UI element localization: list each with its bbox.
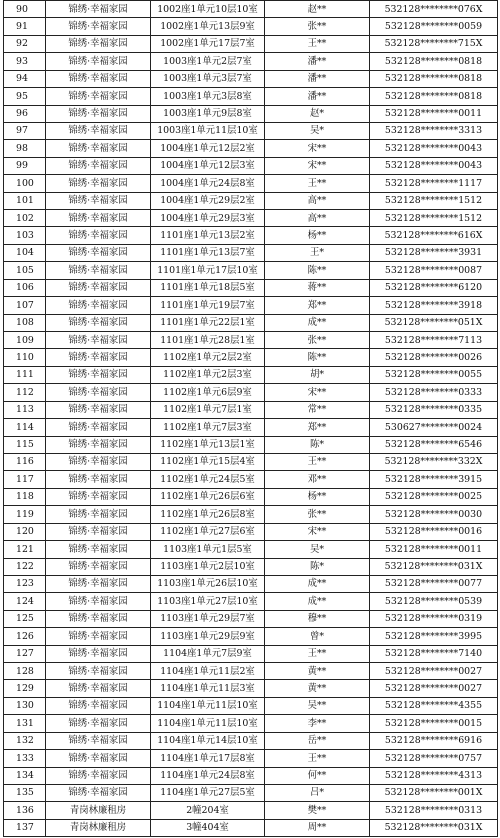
resident-name-cell: 高**: [265, 210, 370, 227]
row-number-cell: 112: [4, 384, 46, 401]
id-number-cell: 532128********6916: [370, 732, 498, 749]
community-cell: 锦绣·幸福家园: [46, 575, 151, 592]
community-cell: 锦绣·幸福家园: [46, 244, 151, 261]
row-number-cell: 92: [4, 35, 46, 52]
room-cell: 1002座1单元10层10室: [151, 1, 265, 18]
id-number-cell: 532128********0027: [370, 680, 498, 697]
table-row: [4, 541, 498, 558]
community-cell: 锦绣·幸福家园: [46, 732, 151, 749]
table-row: [4, 18, 498, 35]
resident-name-cell: 潘**: [265, 53, 370, 70]
table-row: [4, 558, 498, 575]
id-number-cell: 532128********4313: [370, 767, 498, 784]
row-number-cell: 118: [4, 488, 46, 505]
resident-name-cell: 杨**: [265, 227, 370, 244]
community-cell: 锦绣·幸福家园: [46, 419, 151, 436]
room-cell: 1003座1单元3层7室: [151, 70, 265, 87]
id-number-cell: 532128********3931: [370, 244, 498, 261]
room-cell: 1101座1单元22层1室: [151, 314, 265, 331]
community-cell: 锦绣·幸福家园: [46, 366, 151, 383]
community-cell: 锦绣·幸福家园: [46, 593, 151, 610]
resident-name-cell: 张**: [265, 332, 370, 349]
resident-name-cell: 岳**: [265, 732, 370, 749]
table-row: [4, 663, 498, 680]
room-cell: 1102座1单元13层1室: [151, 436, 265, 453]
community-cell: 锦绣·幸福家园: [46, 122, 151, 139]
resident-name-cell: 赵*: [265, 105, 370, 122]
resident-name-cell: 王**: [265, 175, 370, 192]
resident-name-cell: 宋**: [265, 523, 370, 540]
room-cell: 1004座1单元12层3室: [151, 157, 265, 174]
id-number-cell: 532128********0025: [370, 488, 498, 505]
resident-name-cell: 王**: [265, 453, 370, 470]
room-cell: 1104座1单元27层5室: [151, 784, 265, 801]
room-cell: 1004座1单元12层2室: [151, 140, 265, 157]
table-row: [4, 105, 498, 122]
table-row: [4, 784, 498, 801]
resident-name-cell: 吕*: [265, 784, 370, 801]
id-number-cell: 532128********616X: [370, 227, 498, 244]
room-cell: 1104座1单元7层9室: [151, 645, 265, 662]
room-cell: 1103座1单元2层10室: [151, 558, 265, 575]
resident-name-cell: 成**: [265, 593, 370, 610]
table-row: [4, 35, 498, 52]
table-row: [4, 802, 498, 819]
row-number-cell: 115: [4, 436, 46, 453]
id-number-cell: 532128********0333: [370, 384, 498, 401]
row-number-cell: 100: [4, 175, 46, 192]
table-row: [4, 366, 498, 383]
row-number-cell: 114: [4, 419, 46, 436]
row-number-cell: 134: [4, 767, 46, 784]
id-number-cell: 532128********3313: [370, 122, 498, 139]
resident-name-cell: 成**: [265, 314, 370, 331]
id-number-cell: 532128********7113: [370, 332, 498, 349]
row-number-cell: 108: [4, 314, 46, 331]
community-cell: 青岗林廉租房: [46, 819, 151, 836]
id-number-cell: 532128********0015: [370, 715, 498, 732]
room-cell: 1104座1单元11层10室: [151, 697, 265, 714]
community-cell: 锦绣·幸福家园: [46, 53, 151, 70]
row-number-cell: 111: [4, 366, 46, 383]
room-cell: 1104座1单元11层10室: [151, 715, 265, 732]
community-cell: 锦绣·幸福家园: [46, 210, 151, 227]
table-row: [4, 715, 498, 732]
row-number-cell: 95: [4, 88, 46, 105]
id-number-cell: 532128********0043: [370, 157, 498, 174]
id-number-cell: 532128********051X: [370, 314, 498, 331]
row-number-cell: 91: [4, 18, 46, 35]
table-row: [4, 750, 498, 767]
row-number-cell: 96: [4, 105, 46, 122]
id-number-cell: 532128********6120: [370, 279, 498, 296]
table-row: [4, 506, 498, 523]
room-cell: 1104座1单元11层3室: [151, 680, 265, 697]
room-cell: 1101座1单元19层7室: [151, 297, 265, 314]
room-cell: 1104座1单元17层8室: [151, 750, 265, 767]
row-number-cell: 135: [4, 784, 46, 801]
resident-name-cell: 樊**: [265, 802, 370, 819]
community-cell: 锦绣·幸福家园: [46, 610, 151, 627]
id-number-cell: 532128********4355: [370, 697, 498, 714]
table-row: [4, 332, 498, 349]
resident-name-cell: 宋**: [265, 384, 370, 401]
row-number-cell: 98: [4, 140, 46, 157]
community-cell: 锦绣·幸福家园: [46, 663, 151, 680]
room-cell: 1103座1单元26层10室: [151, 575, 265, 592]
id-number-cell: 532128********001X: [370, 784, 498, 801]
room-cell: 1102座1单元26层6室: [151, 488, 265, 505]
room-cell: 1101座1单元18层5室: [151, 279, 265, 296]
room-cell: 1004座1单元24层8室: [151, 175, 265, 192]
table-row: [4, 680, 498, 697]
community-cell: 锦绣·幸福家园: [46, 175, 151, 192]
resident-name-cell: 吴*: [265, 541, 370, 558]
community-cell: 锦绣·幸福家园: [46, 436, 151, 453]
id-number-cell: 532128********0818: [370, 53, 498, 70]
room-cell: 1102座1单元6层9室: [151, 384, 265, 401]
row-number-cell: 116: [4, 453, 46, 470]
row-number-cell: 133: [4, 750, 46, 767]
id-number-cell: 532128********0757: [370, 750, 498, 767]
community-cell: 锦绣·幸福家园: [46, 471, 151, 488]
id-number-cell: 532128********076X: [370, 1, 498, 18]
community-cell: 锦绣·幸福家园: [46, 18, 151, 35]
id-number-cell: 532128********0077: [370, 575, 498, 592]
room-cell: 1104座1单元24层8室: [151, 767, 265, 784]
room-cell: 1004座1单元29层3室: [151, 210, 265, 227]
id-number-cell: 532128********3918: [370, 297, 498, 314]
id-number-cell: 532128********031X: [370, 558, 498, 575]
community-cell: 锦绣·幸福家园: [46, 750, 151, 767]
id-number-cell: 532128********3995: [370, 628, 498, 645]
resident-name-cell: 赵**: [265, 1, 370, 18]
table-row: [4, 297, 498, 314]
room-cell: 1102座1单元2层3室: [151, 366, 265, 383]
id-number-cell: 532128********6546: [370, 436, 498, 453]
community-cell: 锦绣·幸福家园: [46, 35, 151, 52]
community-cell: 锦绣·幸福家园: [46, 384, 151, 401]
row-number-cell: 99: [4, 157, 46, 174]
resident-name-cell: 胡*: [265, 366, 370, 383]
room-cell: 1102座1单元2层2室: [151, 349, 265, 366]
community-cell: 锦绣·幸福家园: [46, 70, 151, 87]
id-number-cell: 532128********0016: [370, 523, 498, 540]
row-number-cell: 126: [4, 628, 46, 645]
table-row: [4, 349, 498, 366]
id-number-cell: 532128********0539: [370, 593, 498, 610]
row-number-cell: 106: [4, 279, 46, 296]
row-number-cell: 122: [4, 558, 46, 575]
row-number-cell: 102: [4, 210, 46, 227]
community-cell: 锦绣·幸福家园: [46, 1, 151, 18]
community-cell: 锦绣·幸福家园: [46, 680, 151, 697]
row-number-cell: 101: [4, 192, 46, 209]
room-cell: 1104座1单元14层10室: [151, 732, 265, 749]
room-cell: 1103座1单元29层9室: [151, 628, 265, 645]
row-number-cell: 109: [4, 332, 46, 349]
room-cell: 3幢404室: [151, 819, 265, 836]
row-number-cell: 124: [4, 593, 46, 610]
resident-name-cell: 黄**: [265, 663, 370, 680]
room-cell: 1102座1单元7层1室: [151, 401, 265, 418]
id-number-cell: 532128********3915: [370, 471, 498, 488]
table-row: [4, 419, 498, 436]
resident-name-cell: 张**: [265, 18, 370, 35]
resident-name-cell: 王**: [265, 35, 370, 52]
row-number-cell: 97: [4, 122, 46, 139]
room-cell: 1002座1单元17层7室: [151, 35, 265, 52]
room-cell: 1101座1单元17层10室: [151, 262, 265, 279]
table-row: [4, 262, 498, 279]
community-cell: 锦绣·幸福家园: [46, 314, 151, 331]
table-row: [4, 140, 498, 157]
community-cell: 锦绣·幸福家园: [46, 628, 151, 645]
row-number-cell: 137: [4, 819, 46, 836]
row-number-cell: 104: [4, 244, 46, 261]
resident-name-cell: 高**: [265, 192, 370, 209]
resident-name-cell: 穆**: [265, 610, 370, 627]
community-cell: 锦绣·幸福家园: [46, 453, 151, 470]
room-cell: 1104座1单元11层2室: [151, 663, 265, 680]
room-cell: 1003座1单元11层10室: [151, 122, 265, 139]
row-number-cell: 105: [4, 262, 46, 279]
table-row: [4, 192, 498, 209]
table-row: [4, 384, 498, 401]
table-row: [4, 70, 498, 87]
resident-name-cell: 陈*: [265, 436, 370, 453]
resident-name-cell: 邓**: [265, 471, 370, 488]
row-number-cell: 125: [4, 610, 46, 627]
room-cell: 1003座1单元9层8室: [151, 105, 265, 122]
resident-name-cell: 陈*: [265, 558, 370, 575]
id-number-cell: 532128********0026: [370, 349, 498, 366]
table-row: [4, 819, 498, 836]
resident-name-cell: 郑**: [265, 419, 370, 436]
id-number-cell: 532128********0055: [370, 366, 498, 383]
community-cell: 青岗林廉租房: [46, 802, 151, 819]
resident-name-cell: 陈**: [265, 349, 370, 366]
id-number-cell: 532128********0818: [370, 88, 498, 105]
room-cell: 1102座1单元26层8室: [151, 506, 265, 523]
table-row: [4, 314, 498, 331]
table-row: [4, 575, 498, 592]
room-cell: 1102座1单元15层4室: [151, 453, 265, 470]
room-cell: 1102座1单元7层3室: [151, 419, 265, 436]
resident-name-cell: 杨**: [265, 488, 370, 505]
roster-body: [4, 1, 498, 837]
table-row: [4, 244, 498, 261]
community-cell: 锦绣·幸福家园: [46, 140, 151, 157]
community-cell: 锦绣·幸福家园: [46, 157, 151, 174]
resident-name-cell: 李**: [265, 715, 370, 732]
room-cell: 2幢204室: [151, 802, 265, 819]
id-number-cell: 532128********7140: [370, 645, 498, 662]
room-cell: 1101座1单元13层2室: [151, 227, 265, 244]
row-number-cell: 128: [4, 663, 46, 680]
resident-name-cell: 宋**: [265, 157, 370, 174]
id-number-cell: 530627********0024: [370, 419, 498, 436]
resident-name-cell: 王*: [265, 244, 370, 261]
row-number-cell: 121: [4, 541, 46, 558]
community-cell: 锦绣·幸福家园: [46, 262, 151, 279]
id-number-cell: 532128********0335: [370, 401, 498, 418]
resident-name-cell: 潘**: [265, 70, 370, 87]
table-row: [4, 175, 498, 192]
id-number-cell: 532128********0027: [370, 663, 498, 680]
resident-name-cell: 宋**: [265, 140, 370, 157]
id-number-cell: 532128********031X: [370, 819, 498, 836]
table-row: [4, 227, 498, 244]
community-cell: 锦绣·幸福家园: [46, 227, 151, 244]
table-row: [4, 593, 498, 610]
row-number-cell: 120: [4, 523, 46, 540]
table-row: [4, 157, 498, 174]
id-number-cell: 532128********715X: [370, 35, 498, 52]
community-cell: 锦绣·幸福家园: [46, 297, 151, 314]
row-number-cell: 132: [4, 732, 46, 749]
community-cell: 锦绣·幸福家园: [46, 767, 151, 784]
row-number-cell: 113: [4, 401, 46, 418]
resident-name-cell: 张**: [265, 506, 370, 523]
row-number-cell: 127: [4, 645, 46, 662]
community-cell: 锦绣·幸福家园: [46, 506, 151, 523]
resident-name-cell: 吴**: [265, 697, 370, 714]
room-cell: 1002座1单元13层9室: [151, 18, 265, 35]
table-row: [4, 53, 498, 70]
resident-name-cell: 王**: [265, 645, 370, 662]
table-row: [4, 488, 498, 505]
row-number-cell: 129: [4, 680, 46, 697]
row-number-cell: 110: [4, 349, 46, 366]
housing-roster-table: [3, 0, 498, 837]
community-cell: 锦绣·幸福家园: [46, 488, 151, 505]
community-cell: 锦绣·幸福家园: [46, 401, 151, 418]
table-row: [4, 401, 498, 418]
row-number-cell: 117: [4, 471, 46, 488]
id-number-cell: 532128********332X: [370, 453, 498, 470]
id-number-cell: 532128********0313: [370, 802, 498, 819]
table-row: [4, 279, 498, 296]
room-cell: 1003座1单元3层8室: [151, 88, 265, 105]
table-row: [4, 697, 498, 714]
room-cell: 1103座1单元27层10室: [151, 593, 265, 610]
table-row: [4, 453, 498, 470]
room-cell: 1103座1单元29层7室: [151, 610, 265, 627]
resident-name-cell: 曾*: [265, 628, 370, 645]
id-number-cell: 532128********0011: [370, 541, 498, 558]
resident-name-cell: 黄**: [265, 680, 370, 697]
resident-name-cell: 吴*: [265, 122, 370, 139]
community-cell: 锦绣·幸福家园: [46, 349, 151, 366]
room-cell: 1102座1单元27层6室: [151, 523, 265, 540]
resident-name-cell: 蒋**: [265, 279, 370, 296]
row-number-cell: 94: [4, 70, 46, 87]
table-row: [4, 88, 498, 105]
community-cell: 锦绣·幸福家园: [46, 88, 151, 105]
id-number-cell: 532128********1512: [370, 192, 498, 209]
id-number-cell: 532128********0818: [370, 70, 498, 87]
table-row: [4, 610, 498, 627]
table-row: [4, 628, 498, 645]
room-cell: 1004座1单元29层2室: [151, 192, 265, 209]
id-number-cell: 532128********0319: [370, 610, 498, 627]
row-number-cell: 93: [4, 53, 46, 70]
community-cell: 锦绣·幸福家园: [46, 332, 151, 349]
room-cell: 1003座1单元2层7室: [151, 53, 265, 70]
row-number-cell: 136: [4, 802, 46, 819]
community-cell: 锦绣·幸福家园: [46, 279, 151, 296]
resident-name-cell: 常**: [265, 401, 370, 418]
row-number-cell: 103: [4, 227, 46, 244]
community-cell: 锦绣·幸福家园: [46, 715, 151, 732]
row-number-cell: 130: [4, 697, 46, 714]
table-row: [4, 645, 498, 662]
row-number-cell: 90: [4, 1, 46, 18]
table-row: [4, 732, 498, 749]
id-number-cell: 532128********1117: [370, 175, 498, 192]
id-number-cell: 532128********0043: [370, 140, 498, 157]
id-number-cell: 532128********0030: [370, 506, 498, 523]
resident-name-cell: 成**: [265, 575, 370, 592]
community-cell: 锦绣·幸福家园: [46, 523, 151, 540]
table-row: [4, 210, 498, 227]
community-cell: 锦绣·幸福家园: [46, 645, 151, 662]
table-row: [4, 523, 498, 540]
table-row: [4, 767, 498, 784]
resident-name-cell: 陈**: [265, 262, 370, 279]
community-cell: 锦绣·幸福家园: [46, 558, 151, 575]
table-row: [4, 122, 498, 139]
room-cell: 1103座1单元1层5室: [151, 541, 265, 558]
community-cell: 锦绣·幸福家园: [46, 784, 151, 801]
row-number-cell: 131: [4, 715, 46, 732]
community-cell: 锦绣·幸福家园: [46, 541, 151, 558]
resident-name-cell: 潘**: [265, 88, 370, 105]
id-number-cell: 532128********0087: [370, 262, 498, 279]
resident-name-cell: 何**: [265, 767, 370, 784]
room-cell: 1101座1单元28层1室: [151, 332, 265, 349]
room-cell: 1101座1单元13层7室: [151, 244, 265, 261]
row-number-cell: 119: [4, 506, 46, 523]
table-row: [4, 436, 498, 453]
row-number-cell: 107: [4, 297, 46, 314]
resident-name-cell: 周**: [265, 819, 370, 836]
room-cell: 1102座1单元24层5室: [151, 471, 265, 488]
id-number-cell: 532128********0059: [370, 18, 498, 35]
table-row: [4, 1, 498, 18]
id-number-cell: 532128********1512: [370, 210, 498, 227]
row-number-cell: 123: [4, 575, 46, 592]
community-cell: 锦绣·幸福家园: [46, 697, 151, 714]
community-cell: 锦绣·幸福家园: [46, 105, 151, 122]
resident-name-cell: 郑**: [265, 297, 370, 314]
resident-name-cell: 王**: [265, 750, 370, 767]
table-row: [4, 471, 498, 488]
community-cell: 锦绣·幸福家园: [46, 192, 151, 209]
id-number-cell: 532128********0011: [370, 105, 498, 122]
